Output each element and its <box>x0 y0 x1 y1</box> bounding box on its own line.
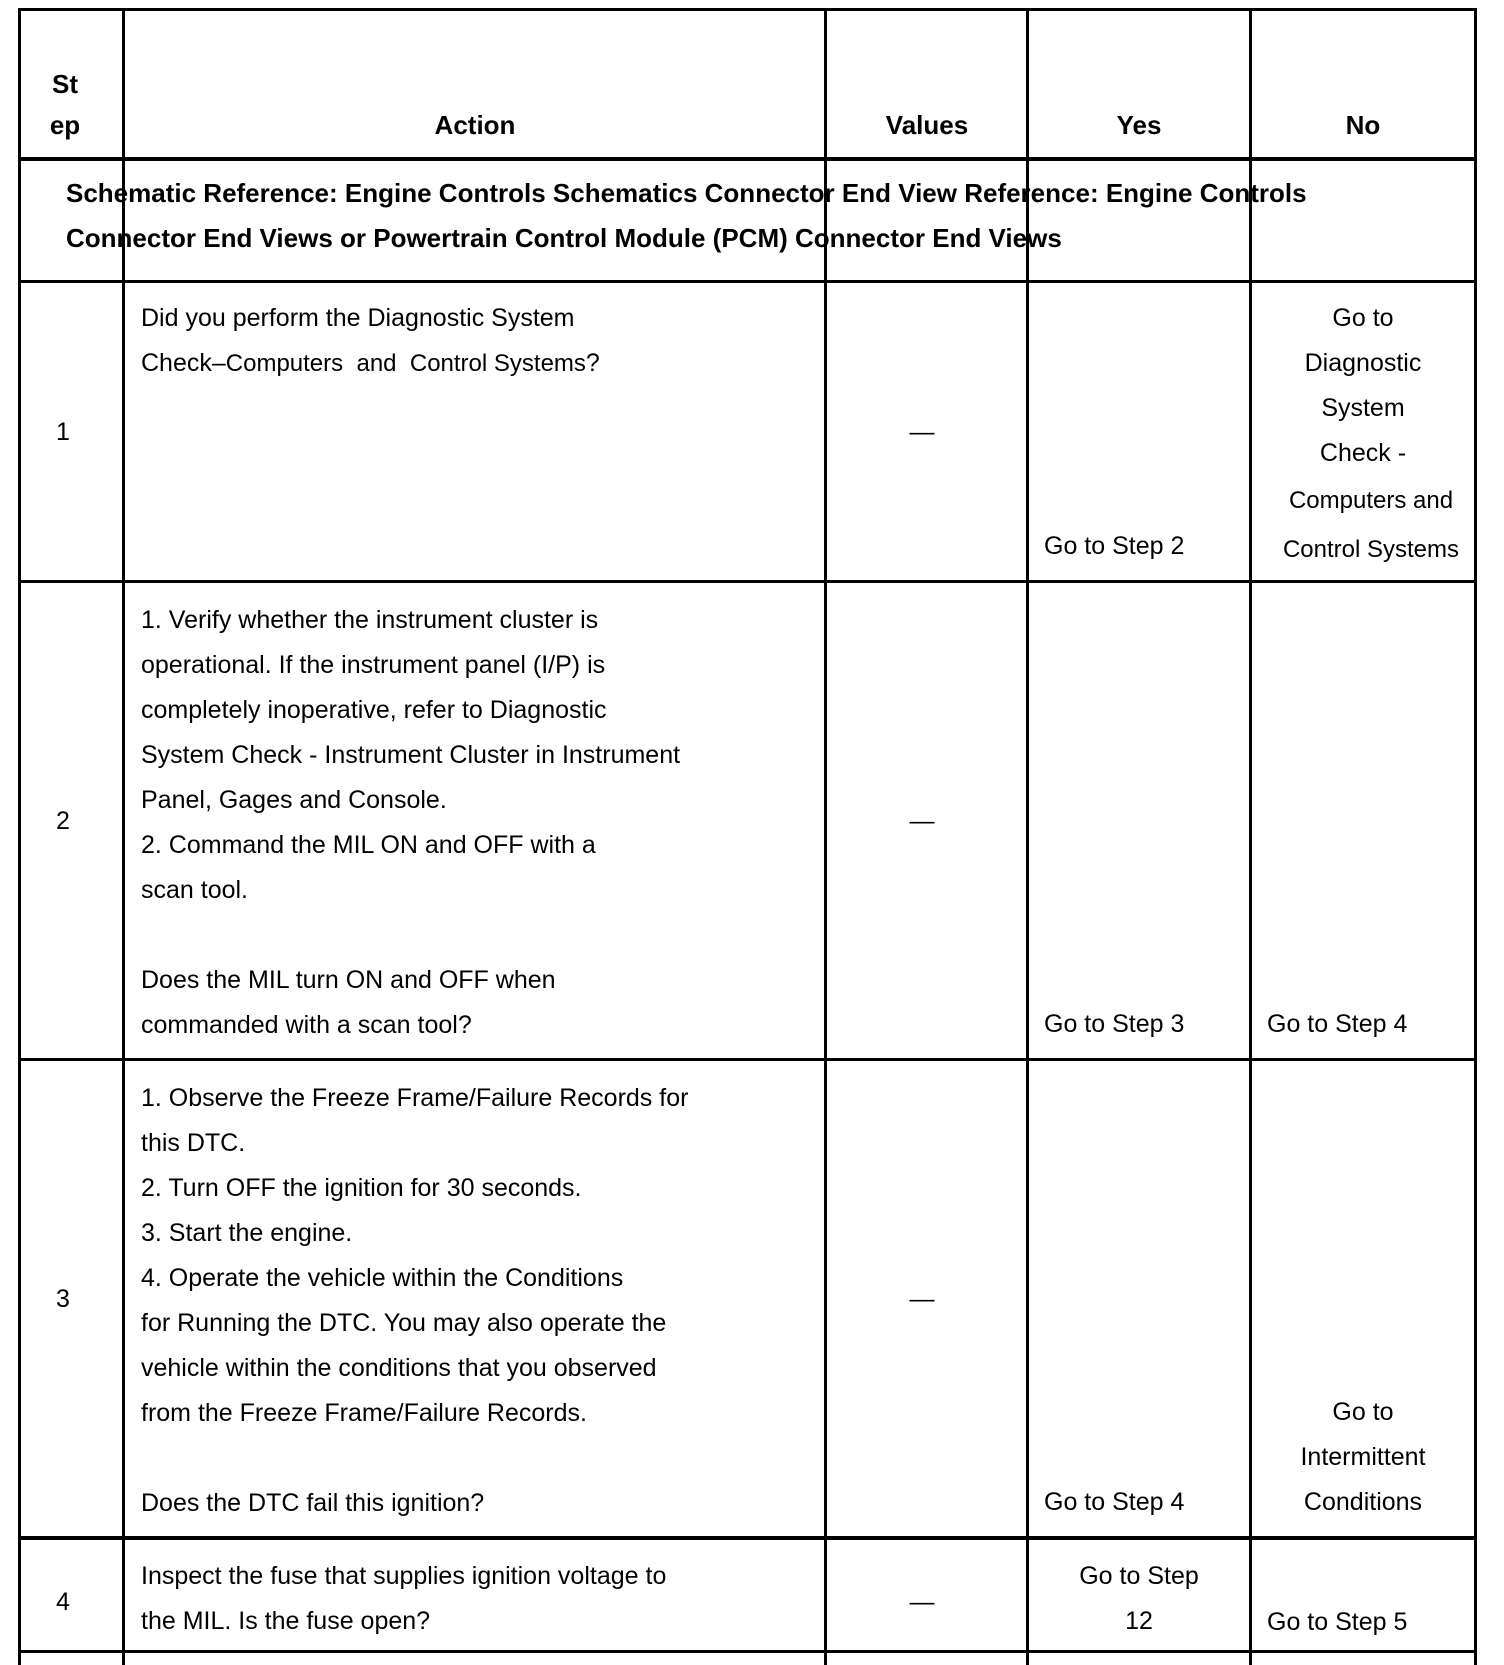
row-2-yes: Go to Step 3 <box>1044 1010 1185 1038</box>
row-1-yes: Go to Step 2 <box>1044 532 1185 560</box>
header-yes: Yes <box>1116 110 1162 140</box>
row-1-action-line2: Check–Computers and Control Systems? <box>141 349 600 377</box>
row-1-action <box>141 296 821 386</box>
header-no: No <box>1345 110 1381 140</box>
row-4-yes: Go to Step 12 <box>1079 1562 1199 1635</box>
row-3-no: Go to Intermittent Conditions <box>1300 1398 1426 1516</box>
row-1-action-line1: Did you perform the Diagnostic System <box>141 304 575 332</box>
row-2-no: Go to Step 4 <box>1267 1010 1408 1038</box>
row-1-value: — <box>909 418 935 446</box>
row-3-action: 1. Observe the Freeze Frame/Failure Records for this DTC. 2. Turn OFF the ignition for 30 seconds. 3. Start the engine. 4. Operate the vehicle within the Conditions for Running the DTC. You may also operate the vehicle within the conditions that you observed from the Freeze Frame/Failure Records. Does the DTC fail this ignition? <box>141 1084 689 1517</box>
row-3-yes: Go to Step 4 <box>1044 1488 1185 1516</box>
table-row-step-4: 4 <box>56 1588 70 1616</box>
table-row-step-2: 2 <box>56 807 70 835</box>
row-1-no-section: Computers and Control Systems <box>1282 487 1460 563</box>
row-2-action: 1. Verify whether the instrument cluster is operational. If the instrument panel (I/P) is completely inoperative, refer to Diagnostic System Check - Instrument Cluster in Instrument Panel, Gages and Console. 2. Command the MIL ON and OFF with a scan tool. Does the MIL turn ON and OFF when commanded with a scan tool? <box>141 606 681 1039</box>
header-action: Action <box>434 110 516 140</box>
row-4-value: — <box>909 1588 935 1616</box>
header-values: Values <box>885 110 969 140</box>
row-4-action: Inspect the fuse that supplies ignition voltage to the MIL. Is the fuse open? <box>141 1562 667 1635</box>
table-row-step-1: 1 <box>56 418 70 446</box>
row-3-value: — <box>909 1285 935 1313</box>
row-2-value: — <box>909 807 935 835</box>
row-1-no-goto: Go to Diagnostic System Check - <box>1304 304 1422 467</box>
row-1-no <box>1252 296 1474 574</box>
schematic-reference: Schematic Reference: Engine Controls Schematics Connector End View Reference: Engine Controls Connector End Views or Powertrain Control Module (PCM) Connector End Views <box>66 178 1307 253</box>
table-row-step-3: 3 <box>56 1285 70 1313</box>
header-step: St ep <box>49 69 81 140</box>
row-4-no: Go to Step 5 <box>1267 1608 1408 1636</box>
